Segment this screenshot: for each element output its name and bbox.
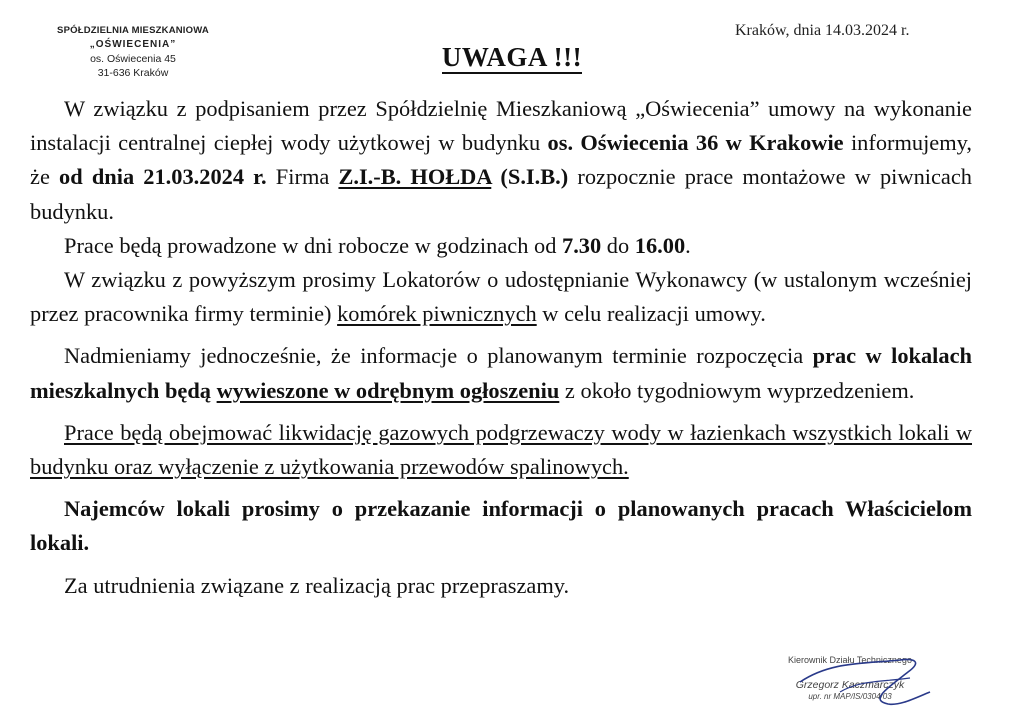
p2-start-hour: 7.30 <box>562 232 602 258</box>
paragraph-1 <box>30 92 972 229</box>
p4-text-a: Nadmieniamy jednocześnie, że informacje o planowanym terminie rozpoczęcia <box>64 343 813 369</box>
p5-text: Prace będą obejmować likwidację gazowych podgrzewaczy wody w łazienkach wszystkich lokali w budynku oraz wyłączenie z użytkowania przewodów spalinowych. <box>30 419 972 480</box>
paragraph-2 <box>30 229 972 263</box>
notice-body <box>30 92 972 603</box>
p1-text-c: informujemy, że <box>30 130 972 190</box>
p1-company-abbr: (S.I.B.) <box>491 164 569 190</box>
stamp-line-address: os. Oświecenia 45 <box>90 53 176 65</box>
p1-address: os. Oświecenia 36 w Krakowie <box>547 130 844 156</box>
paragraph-6 <box>30 492 972 560</box>
p1-start-date: od dnia 21.03.2024 r. <box>59 164 267 190</box>
p2-text-a: Prace będą prowadzone w dni robocze w godzinach od <box>64 232 562 258</box>
p4-apartments: prac w lokalach mieszkalnych będą <box>30 343 972 403</box>
paragraph-7 <box>30 569 972 603</box>
stamp-line-city: 31-636 Kraków <box>97 67 169 79</box>
paragraph-5 <box>30 416 972 484</box>
p4-separate-notice: wywieszone w odrębnym ogłoszeniu <box>216 377 560 403</box>
p3-text-c: w celu realizacji umowy. <box>536 301 766 327</box>
page-title <box>0 42 1024 73</box>
p1-text-a: W związku z podpisaniem przez Spółdzielnię Mieszkaniową „Oświecenia” umowy na wykonanie instalacji centralnej ciepłej wody użytkowej w budynku <box>30 96 972 156</box>
p1-text-e: Firma <box>266 164 339 190</box>
p3-text-a: W związku z powyższym prosimy Lokatorów o udostępnianie Wykonawcy (w ustalonym wcześniej przez pracownika firmy terminie) <box>30 267 972 327</box>
p3-cellars: komórek piwnicznych <box>337 301 537 327</box>
p2-text-e: . <box>685 232 691 258</box>
paragraph-3 <box>30 263 972 331</box>
p4-text-d: z około tygodniowym wyprzedzeniem. <box>559 377 915 403</box>
stamp-line-name: „OŚWIECENIA” <box>89 39 177 50</box>
p1-company-name: Z.I.-B. HOŁDA <box>338 164 492 190</box>
p2-text-c: do <box>601 232 635 258</box>
signature-license: upr. nr MAP/IS/0304/03 <box>808 692 892 701</box>
p7-text: Za utrudnienia związane z realizacją prac przepraszamy. <box>64 572 570 598</box>
signature-name: Grzegorz Kaczmarczyk <box>795 679 905 691</box>
handwritten-signature <box>790 652 940 712</box>
p2-end-hour: 16.00 <box>634 232 686 258</box>
stamp-line-cooperative: SPÓŁDZIELNIA MIESZKANIOWA <box>57 25 209 36</box>
p1-text-h: rozpocznie prace montażowe w piwnicach budynku. <box>30 164 972 224</box>
signature-role: Kierownik Działu Technicznego <box>788 655 912 665</box>
title-text: UWAGA !!! <box>441 42 583 72</box>
document-date: Kraków, dnia 14.03.2024 r. <box>735 22 910 39</box>
p6-text: Najemców lokali prosimy o przekazanie informacji o planowanych pracach Właścicielom lokali. <box>30 496 972 556</box>
paragraph-4 <box>30 339 972 407</box>
